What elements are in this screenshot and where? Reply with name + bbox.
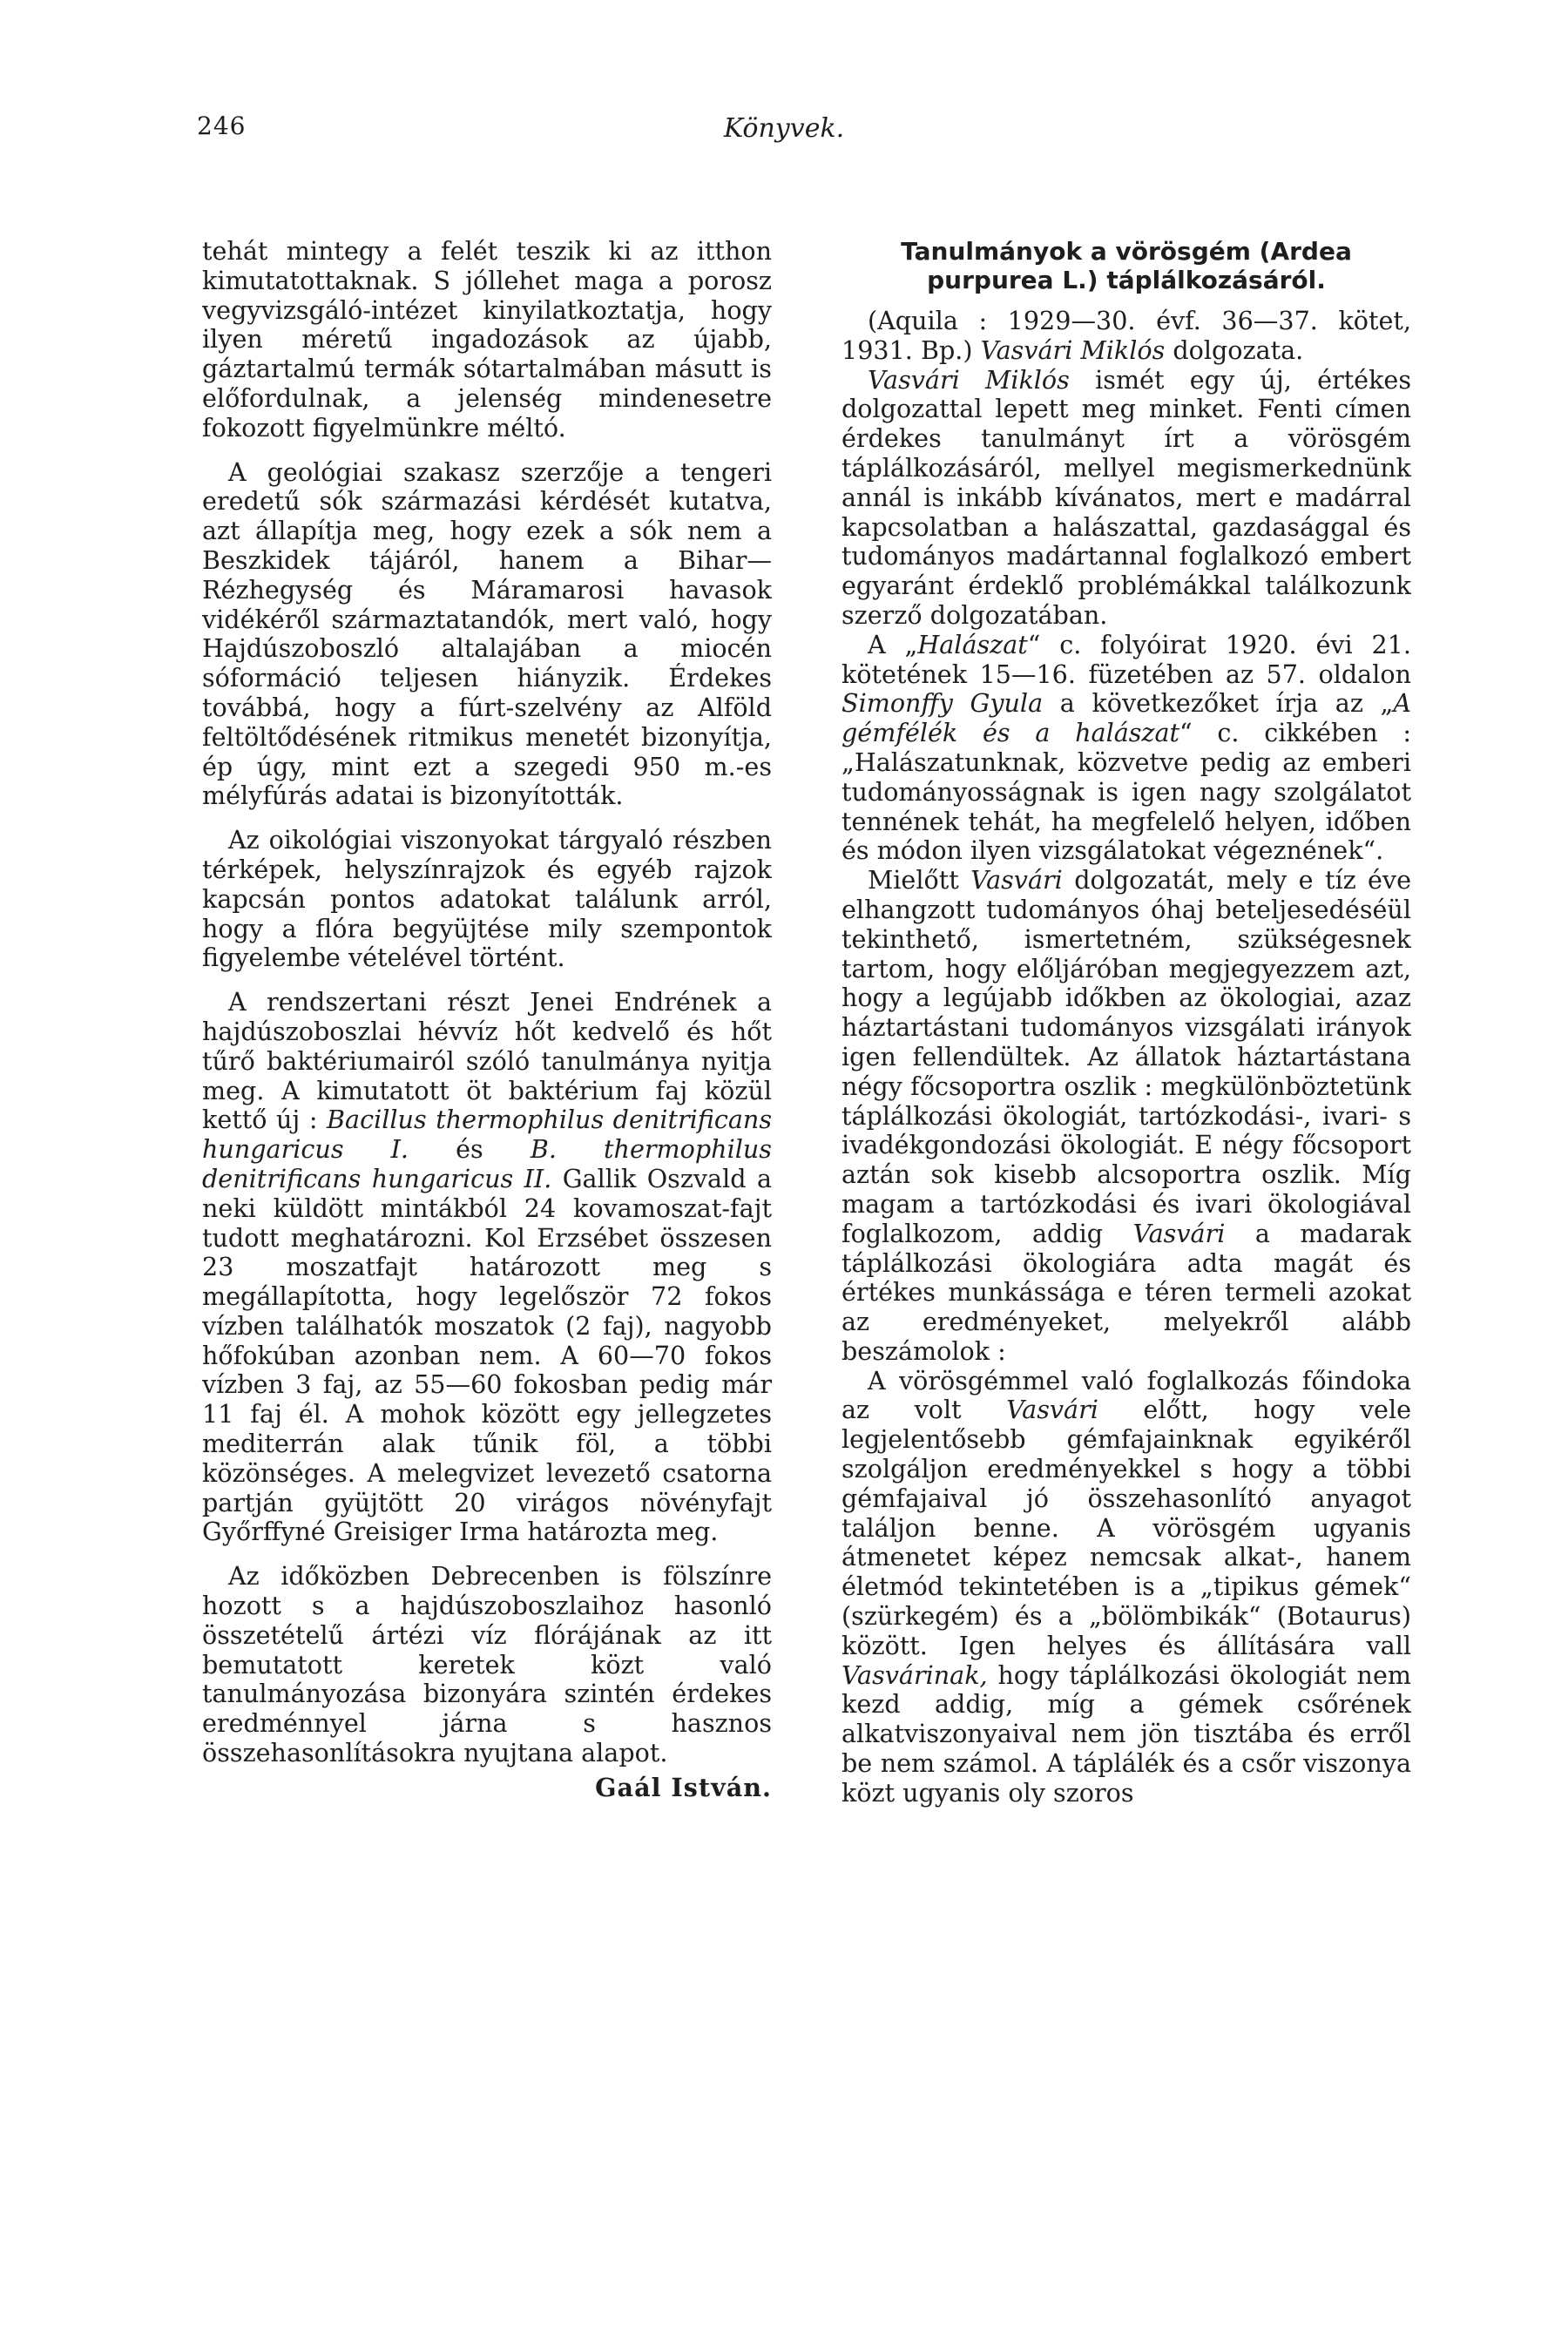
right-paragraph-2 xyxy=(841,631,1411,866)
quoted-author: Simonffy Gyula xyxy=(841,688,1044,719)
left-column xyxy=(202,237,772,1803)
p4-part-b: előtt, hogy vele legjelentősebb gémfajainknak egyikéről szolgáljon eredményekkel s hogy a többi gémfajaival jó összehasonlító anyagot találjon benne. A vörösgém ugyanis átmenetet képez nemcsak alkat-, hanem életmód tekintetében is a „tipikus gémek“ (szürkegém) és a „bölömbikák“ (Botaurus) között. Igen helyes és állítására vall xyxy=(841,1395,1412,1660)
running-title: Könyvek. xyxy=(723,113,845,144)
p4-author-2: Vasvárinak, xyxy=(841,1659,988,1690)
left-paragraph-2: A geológiai szakasz szerzője a tengeri eredetű sók származási kérdését kutatva, azt állapítja meg, hogy ezek a sók nem a Beszkidek tájáról, hanem a Bihar—Rézhegység és Máramarosi havasok vidékéről származtatandók, mert való, hogy Hajdúszoboszló altalajában a miocén sóformáció teljesen hiányzik. Érdekes továbbá, hogy a fúrt-szelvény az Alföld feltöltődésének ritmikus menetét bizonyítja, ép úgy, mint ezt a szegedi 950 m.-es mélyfúrás adatai is bizonyították. xyxy=(202,456,772,811)
author-name: Vasvári Miklós xyxy=(868,364,1070,395)
left-paragraph-4-rest: Gallik Oszvald a neki küldött mintákból 24 kovamoszat-fajt tudott meghatározni. Kol Erzsébet összesen 23 moszatfajt határozott meg s megállapította, hogy legelőször 72 fokos vízben találhatók moszatok (2 faj), nagyobb hőfokúban azonban nem. A 60—70 fokos vízben 3 faj, az 55—60 fokosban pedig már 11 faj él. A mohok között egy jellegzetes mediterrán alak tűnik föl, a többi közönséges. A melegvizet levezető csatorna partján gyüjtött 20 virágos növényfajt Győrffyné Greisiger Irma határozta meg. xyxy=(202,1163,772,1547)
right-paragraph-3 xyxy=(841,866,1411,1367)
citation-source: (Aquila : 1929—30. évf. 36—37. kötet, 1931. Bp.) xyxy=(841,306,1411,365)
p3-author: Vasvári xyxy=(970,865,1063,896)
left-paragraph-3: Az oikológiai viszonyokat tárgyaló részben térképek, helyszínrajzok és egyéb rajzok kapcsán pontos adatokat találunk arról, hogy a flóra begyüjtése mily szempontok figyelembe vételével történt. xyxy=(202,825,772,973)
p3-part-b: dolgozatát, mely e tíz éve elhangzott tudományos óhaj beteljesedéséül tekinthető, ismertetném, szükségesnek tartom, hogy előljáróban megjegyezzem azt, hogy a legújabb időkben az ökologiai, azaz háztartástani tudományos vizsgálati irányok igen fellendültek. Az állatok háztartástana négy főcsoportra oszlik : megkülönböztetünk táplálkozási ökologiát, tartózkodási-, ivari- s ivadékgondozási ökologiát. E négy főcsoport aztán sok kisebb alcsoportra oszlik. Míg magam a tartózkodási és ivari ökologiával foglalkozom, addig xyxy=(841,865,1412,1248)
p3-part-c: a madarak táplálkozási ökologiára adta magát és értékes munkássága e téren termeli azokat az eredményeket, melyekről alább beszámolok : xyxy=(841,1218,1411,1366)
species-conjunction: és xyxy=(456,1134,483,1165)
p4-author: Vasvári xyxy=(1006,1395,1098,1425)
journal-name: Halászat xyxy=(917,629,1028,659)
p2-part-d: “ c. cikkében : „Halászatunknak, közvetve pedig az emberi tudományosságnak is igen nagy szolgálatot tennének tehát, ha megfelelő helyen, időben és módon ilyen vizsgálatokat végeznének“. xyxy=(841,718,1411,866)
species-name-1: Bacillus thermophilus denitrificans hungaricus I. xyxy=(202,1105,772,1165)
right-column xyxy=(841,237,1411,1808)
p2-part-a: A „ xyxy=(868,629,918,659)
citation-author: Vasvári Miklós xyxy=(980,335,1166,365)
p2-part-c: a következőket írja az „ xyxy=(1059,688,1394,719)
review-title: Tanulmányok a vörösgém (Ardea purpurea L.) táplálkozásáról. xyxy=(901,237,1352,294)
citation xyxy=(841,307,1411,366)
page-number: 246 xyxy=(197,112,247,140)
p4-part-a: A vörösgémmel való foglalkozás főindoka az volt xyxy=(841,1365,1411,1425)
p3-author-2: Vasvári xyxy=(1132,1218,1226,1248)
right-paragraph-1-text: ismét egy új, értékes dolgozattal lepett meg minket. Fenti címen érdekes tanulmányt írt a vörösgém táplálkozásáról, mellyel megismerkednünk annál is inkább kívánatos, mert e madárral kapcsolatban a halászattal, gazdasággal és tudományos madártannal foglalkozó embert egyaránt érdeklő problémákkal találkozunk szerző dolgozatában. xyxy=(841,364,1411,630)
p3-part-a: Mielőtt xyxy=(868,865,959,896)
review-signature: Gaál István. xyxy=(595,1772,772,1802)
article-title: A gémfélék és a halászat xyxy=(841,688,1411,748)
citation-tail: dolgozata. xyxy=(1173,335,1304,365)
left-paragraph-4 xyxy=(202,988,772,1547)
right-paragraph-1 xyxy=(841,366,1411,631)
left-paragraph-1: tehát mintegy a felét teszik ki az itthon kimutatottaknak. S jóllehet maga a porosz vegyvizsgáló-intézet kinyilatkoztatja, hogy ilyen méretű ingadozások az újabb, gáztartalmú termák sótartalmában másutt is előfordulnak, a jelenség mindenesetre fokozott figyelmünkre méltó. xyxy=(202,236,772,443)
left-paragraph-5: Az időközben Debrecenben is fölszínre hozott s a hajdúszoboszlaihoz hasonló összetételű ártézi víz flórájának az itt bemutatott keretek közt való tanulmányozása bizonyára szintén érdekes eredménnyel járna s hasznos összehasonlításokra nyujtana alapot. xyxy=(202,1561,772,1768)
species-name-2: B. thermophilus denitrificans hungaricus II. xyxy=(202,1134,772,1193)
p2-part-b: “ c. folyóirat 1920. évi 21. kötetének 15—16. füzetében az 57. oldalon xyxy=(841,629,1411,689)
right-paragraph-4 xyxy=(841,1367,1411,1808)
left-paragraph-4-text: A rendszertani részt Jenei Endrének a hajdúszoboszlai hévvíz hőt kedvelő és hőt tűrő baktériumairól szóló tanulmánya nyitja meg. A kimutatott öt baktérium faj közül kettő új : xyxy=(202,987,772,1135)
p4-part-c: hogy táplálkozási ökologiát nem kezd addig, míg a gémek csőrének alkatviszonyaival nem jön tisztába és erről be nem számol. A táplálék és a csőr viszonya közt ugyanis oly szoros xyxy=(841,1659,1411,1808)
